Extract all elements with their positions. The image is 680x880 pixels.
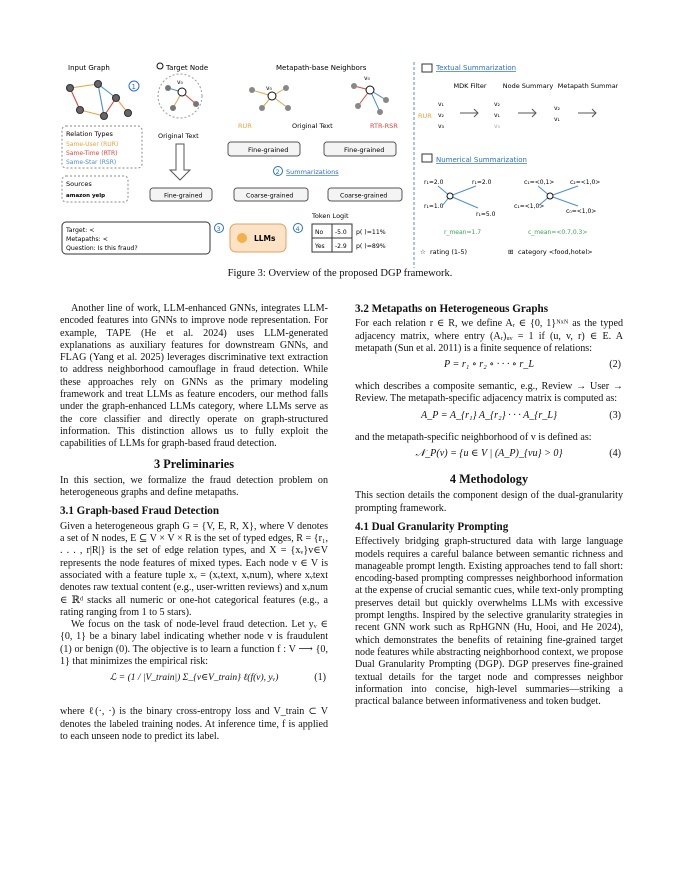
- ts-v1c: v₁: [554, 116, 560, 123]
- equation-2: [355, 359, 623, 377]
- logit-no-value: -5.0: [335, 229, 347, 236]
- llms-label: LLMs: [254, 234, 276, 243]
- figure-svg: [58, 58, 618, 268]
- right-para-1: For each relation r ∈ R, we define Aᵣ ∈ {0, 1}ᴺˣᴺ as the typed adjacency matrix, where entry (Aᵣ)ᵤᵥ = 1 if (u, v, r) ∈ E. A metapath (Sun et al. 2011) is a finite sequence of relations:: [355, 318, 623, 354]
- rur-label: RUR: [238, 122, 252, 130]
- step-2-number: 2: [275, 168, 280, 176]
- metapath-v0-b: v₀: [364, 75, 370, 82]
- relation-rtr: Same-Time (RTR): [66, 150, 118, 157]
- section-3-heading: 3 Preliminaries: [153, 456, 235, 471]
- input-graph: [67, 81, 132, 120]
- r1d: r₁=5.0: [476, 211, 496, 218]
- figure-caption: Figure 3: Overview of the proposed DGP framework.: [227, 268, 453, 279]
- left-para-4: We focus on the task of node-level fraud detection. Let yᵥ ∈ {0, 1} be a binary label indicating whether node v is fraudulent (1) or benign (0). The objective is to learn a function f : V ⟶ {0, 1} that minimizes the empirical risk:: [60, 619, 328, 668]
- step-1-number: 1: [131, 83, 136, 91]
- c1a: c₁=<0,1>: [524, 179, 555, 186]
- ts-v1b: v₁: [494, 112, 500, 119]
- original-text-label-2: Original Text: [292, 122, 333, 130]
- equation-1: [60, 672, 328, 702]
- left-para-2: In this section, we formalize the fraud detection problem on heterogeneous graphs and define metapaths.: [60, 474, 328, 499]
- logit-yes-token: Yes: [315, 243, 325, 250]
- text-doc-icon: [422, 64, 432, 72]
- equation-4-number: (4): [609, 448, 621, 460]
- fine-grained-label-1: Fine-grained: [248, 146, 289, 154]
- right-para-5: Effectively bridging graph-structured data with large language models requires a careful balance between semantic richness and manageable prompt length. Existing approaches tend to fall short: encoding-based prompting compresses neighborhood information at the expense of crucial semantic cues, while text-only prompting preserves detail but quickly overwhelms LLMs with excessive prompt lengths. Inspired by the selective granularity strategies in recent GNN work such as RpHGNN (Hu, Hooi, and He 2024), which demonstrates the benefits of retaining fine-grained target node features while abstracting neighborhood context, we propose Dual Granularity Prompting (DGP). DGP preserves fine-grained textual details for the target node and compresses neighbor information into concise, high-level summaries—striking a practical balance between informativeness and token budget.: [355, 536, 623, 708]
- equation-3-body: A_P = A_{r₁} A_{r₂} · · · A_{r_L}: [420, 409, 557, 421]
- c1c: c₁=<1,0>: [514, 203, 545, 210]
- r1c: r₁=1.0: [424, 203, 444, 210]
- node-summary-label: Node Summary: [502, 82, 554, 90]
- prompt-question-line: Question: Is this fraud?: [66, 245, 138, 252]
- summarizations-label: Summarizations: [286, 168, 339, 176]
- right-para-4: This section details the component design of the dual-granularity prompting framework.: [355, 490, 623, 514]
- coarse-grained-label-2: Coarse-grained: [340, 192, 388, 200]
- category-label: category <food,hotel>: [518, 248, 593, 256]
- target-node-label: Target Node: [166, 64, 209, 72]
- rur-small-label: RUR: [418, 112, 432, 120]
- target-v0: v₀: [177, 79, 183, 86]
- sources-logos: amazon yelp: [66, 193, 106, 199]
- relation-rsr: Same-Star (RSR): [66, 159, 117, 166]
- step-3-number: 3: [216, 225, 221, 233]
- fine-grained-label-2: Fine-grained: [344, 146, 385, 154]
- left-para-1: Another line of work, LLM-enhanced GNNs, integrates LLM-encoded features into GNNs to improve node representation. For example, TAPE (He et al. 2024) uses LLM-generated explanations as auxiliary features for downstream GNNs, and FLAG (Yang et al. 2025) leverages discriminative text extraction to address neighborhood camouflage in fraud detection. While these approaches rely on GNNs as the primary modeling framework and treat LLMs as feature encoders, our method falls under the graph-enhanced LLMs category, where LLMs serve as the core classifier and directly operate on graph-structured information. This distinction allows us to fully exploit the capabilities of LLMs for graph-based fraud detection.: [60, 303, 328, 450]
- fine-grained-label-3: Fine-grained: [164, 192, 203, 200]
- right-para-3: and the metapath-specific neighborhood of v is defined as:: [355, 431, 592, 443]
- equation-1-number: (1): [314, 672, 326, 684]
- category-icon: ⊞: [508, 248, 514, 256]
- ts-v2b: v₂: [494, 101, 500, 108]
- prompt-metapaths-line: Metapaths: <: [66, 236, 108, 243]
- metapath-neighbors-label: Metapath-base Neighbors: [276, 64, 367, 72]
- numerical-summarization-title: Numerical Summarization: [436, 156, 527, 164]
- r1b: r₁=2.0: [472, 179, 492, 186]
- prompt-target-line: Target: <: [66, 227, 95, 234]
- section-4-heading: 4 Methodology: [449, 472, 529, 487]
- left-para-5: where ℓ(·, ·) is the binary cross-entropy loss and V_train ⊂ V denotes the labeled training nodes. At inference time, f is applied to each unseen node to predict its label.: [60, 706, 328, 742]
- down-arrow-icon: [170, 144, 190, 180]
- target-person-icon: [157, 63, 163, 69]
- right-para-2: which describes a composite semantic, e.g., Review → User → Review. The metapath-specific adjacency matrix is computed as:: [355, 381, 623, 405]
- ts-v1: v₁: [438, 101, 444, 108]
- c1d: c₀=<1,0>: [566, 208, 597, 215]
- section-41-heading: 4.1 Dual Granularity Prompting: [355, 520, 509, 533]
- input-graph-label: Input Graph: [68, 64, 110, 72]
- metapath-v0-a: v₀: [266, 85, 272, 92]
- equation-3: [355, 410, 623, 428]
- equation-2-number: (2): [609, 359, 621, 371]
- dgp-framework-figure: [58, 58, 618, 268]
- logit-no-token: No: [315, 229, 324, 236]
- sources-title: Sources: [66, 180, 92, 188]
- equation-4: [355, 448, 623, 466]
- equation-1-body: ℒ = (1 / |V_train|) Σ_{v∈V_train} ℓ(f(v), yᵥ): [109, 673, 279, 684]
- c1b: c₂=<1,0>: [570, 179, 601, 186]
- metapath-summary-label: Metapath Summary: [557, 82, 618, 90]
- prob-yes: p( )=89%: [356, 243, 386, 250]
- section-32-heading: 3.2 Metapaths on Heterogeneous Graphs: [355, 303, 549, 315]
- equation-4-body: 𝒩_P(v) = {u ∈ V | (A_P)_{vu} > 0}: [415, 448, 563, 460]
- equation-2-body: P = r₁ ∘ r₂ ∘ · · · ∘ r_L: [444, 359, 534, 371]
- textual-arrows: [460, 109, 596, 117]
- section-31-heading: 3.1 Graph-based Fraud Detection: [60, 505, 220, 518]
- metapath-graph-2: [351, 83, 389, 115]
- token-logit-title: Token Logit: [312, 212, 349, 220]
- r1a: r₁=2.0: [424, 179, 444, 186]
- llm-face-icon: [237, 233, 247, 243]
- ts-v2: v₂: [438, 112, 444, 119]
- original-text-label: Original Text: [158, 132, 199, 140]
- numeric-doc-icon: [422, 154, 432, 162]
- left-column: [60, 303, 328, 743]
- c-mean: c_mean=<0.7,0.3>: [528, 229, 588, 236]
- textual-summarization-title: Textual Summarization: [436, 64, 517, 72]
- mdk-filter-label: MDK Filter: [453, 82, 487, 90]
- step-4-number: 4: [295, 225, 300, 233]
- coarse-grained-label-1: Coarse-grained: [246, 192, 294, 200]
- left-para-3: Given a heterogeneous graph G = {V, E, R, X}, where V denotes a set of N nodes, E ⊆ V × V × R is the set of typed edges, R = {r₁, . . . , r|R|} is the set of edge relation types, and X = {xᵥ}v∈V represents the node features of mixed types. Each node v ∈ V is associated with a feature tuple xᵥ = (xᵥtext, xᵥnum), where xᵥtext denotes raw textual content (e.g., user-written reviews) and xᵥnum ∈ ℝᵈ stacks all numeric or one-hot categorical features (e.g., a rating ranging from 1 to 5 stars).: [60, 520, 328, 618]
- right-column: [355, 303, 623, 708]
- logit-yes-value: -2.9: [335, 243, 347, 250]
- star-icon: ☆: [420, 248, 426, 256]
- relation-rur: Same-User (RUR): [66, 141, 119, 148]
- prob-no: p( )=11%: [356, 229, 386, 236]
- rtr-rsr-label: RTR-RSR: [370, 122, 398, 130]
- numeric-graphs: [438, 186, 578, 208]
- rating-label: rating (1-5): [430, 248, 468, 256]
- ts-v2c: v₂: [554, 105, 560, 112]
- ts-v3b: v₃: [494, 123, 500, 130]
- relation-types-title: Relation Types: [66, 130, 113, 138]
- r-mean: r_mean=1.7: [444, 229, 482, 236]
- ts-v3: v₃: [438, 123, 444, 130]
- equation-3-number: (3): [609, 409, 621, 421]
